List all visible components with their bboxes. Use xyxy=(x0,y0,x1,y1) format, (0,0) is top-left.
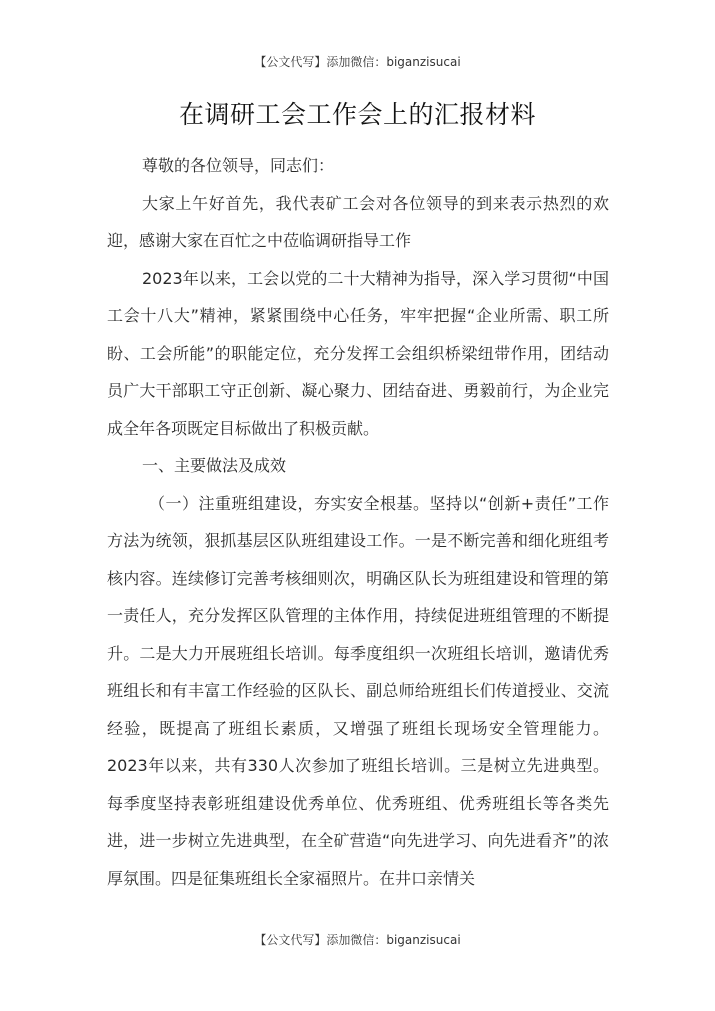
footer-watermark-note: 【公文代写】添加微信：biganzisucai xyxy=(254,933,461,947)
document-body xyxy=(107,147,609,897)
section-heading: 一、主要做法及成效 xyxy=(142,456,287,475)
header-watermark-note: 【公文代写】添加微信：biganzisucai xyxy=(254,55,461,69)
document-title: 在调研工会工作会上的汇报材料 xyxy=(178,100,536,129)
subsection-paragraph: （一）注重班组建设，夯实安全根基。坚持以“创新+责任”工作方法为统领，狠抓基层区队班组建设工作。一是不断完善和细化班组考核内容。连续修订完善考核细则次，明确区队长为班组建设和管理的第一责任人，充分发挥区队管理的主体作用，持续促进班组管理的不断提升。二是大力开展班组长培训。每季度组织一次班组长培训，邀请优秀班组长和有丰富工作经验的区队长、副总师给班组长们传道授业、交流经验，既提高了班组长素质，又增强了班组长现场安全管理能力。2023年以来，共有330人次参加了班组长培训。三是树立先进典型。每季度坚持表彰班组建设优秀单位、优秀班组、优秀班组长等各类先进，进一步树立先进典型，在全矿营造“向先进学习、向先进看齐”的浓厚氛围。四是征集班组长全家福照片。在井口亲情关 xyxy=(107,493,609,888)
greeting-paragraph: 大家上午好首先，我代表矿工会对各位领导的到来表示热烈的欢迎，感谢大家在百忙之中莅临调研指导工作 xyxy=(107,193,609,250)
overview-paragraph: 2023年以来，工会以党的二十大精神为指导，深入学习贯彻“中国工会十八大”精神，紧紧围绕中心任务，牢牢把握“企业所需、职工所盼、工会所能”的职能定位，充分发挥工会组织桥梁纽带作用，团结动员广大干部职工守正创新、凝心聚力、团结奋进、勇毅前行，为企业完成全年各项既定目标做出了积极贡献。 xyxy=(107,268,609,438)
salutation-paragraph: 尊敬的各位领导，同志们： xyxy=(142,156,335,175)
